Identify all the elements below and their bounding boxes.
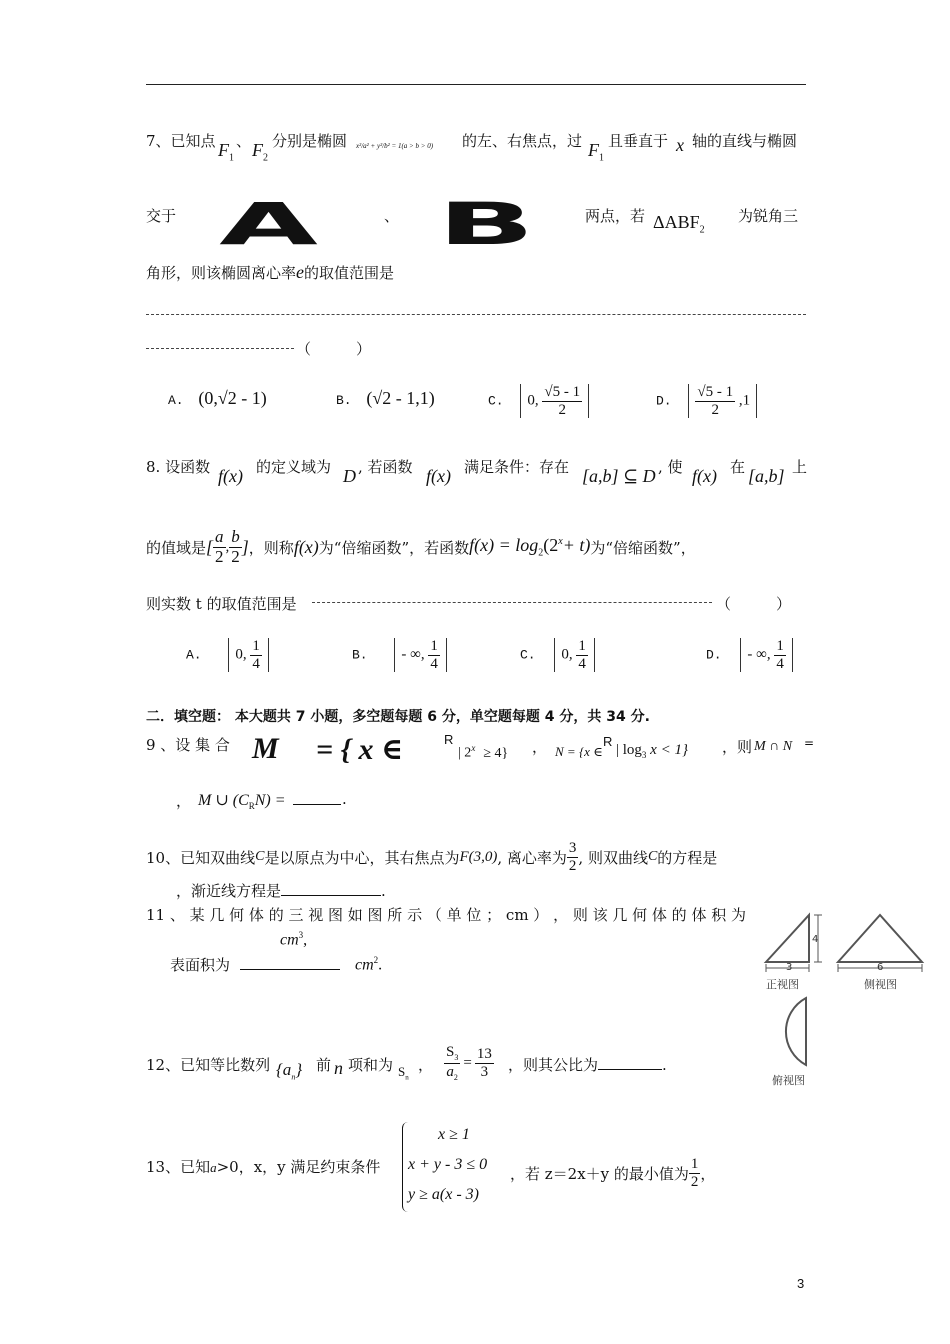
q8-text-b: 的定义域为 (256, 458, 332, 476)
three-view-figure (760, 905, 930, 1090)
q8-text-g: 上 (792, 458, 808, 476)
q7-ellipse-equation: x²/a² + y²/b² = 1(a > b > 0) (356, 142, 434, 150)
q7-x-var: x (676, 135, 684, 155)
q9-blank[interactable] (293, 804, 341, 805)
q13-constraint-2: x + y - 3 ≤ 0 (408, 1156, 488, 1173)
q8-fx-1: f(x) (218, 466, 243, 486)
q9-cond1: | $2^x \ge 4$} (458, 743, 509, 761)
q7-f1: $F_1$ (218, 140, 234, 164)
side-view-shape (838, 915, 922, 962)
q11-cm3: $cm^3$, (280, 930, 308, 949)
q8-text-d: 满足条件：存在 (464, 458, 570, 476)
q8-answer-paren: （ ） (716, 595, 792, 613)
q9-R-1: R (444, 732, 454, 747)
q7-e-var: e (296, 262, 305, 282)
top-view-shape (786, 998, 806, 1065)
front-view-dim-w: 3 (786, 962, 793, 973)
q12-n: n (334, 1058, 343, 1078)
q12-an: $\{a_n\}$ (276, 1060, 303, 1082)
q8-option-c: C. 0, $\frac{1}{4}$ (520, 638, 595, 672)
q7-line2-c: 为锐角三 (738, 207, 799, 225)
q7-line1 (146, 130, 216, 151)
q8-ab: [a,b] (748, 466, 785, 486)
q9-union: M ∪ $(C_RN)$ = (198, 792, 286, 812)
q7-line3: 角形，则该椭圆离心率e的取值范围是 (146, 262, 395, 282)
q9-then: ，则 (722, 738, 753, 756)
q13-text-c: ，若 z＝2x＋y 的最小值为 $\frac{1}{2}$ ， (510, 1156, 716, 1190)
side-view-label: 侧视图 (864, 978, 897, 991)
q12-comma: ， (418, 1056, 434, 1074)
q7-text-b: 分别是椭圆 (272, 132, 348, 150)
q7-answer-paren: （ ） (296, 340, 372, 358)
q12-blank[interactable] (598, 1055, 662, 1070)
page-number: 3 (797, 1276, 805, 1291)
q12-Sn: $S_n$ (398, 1064, 409, 1082)
q7-triangle: $\Delta ABF_2$ (653, 212, 705, 236)
q7-answer-line (146, 302, 806, 315)
q13-a: a (210, 1160, 217, 1175)
q9-M: M (252, 732, 279, 765)
q13-constraint-1: x ≥ 1 (438, 1126, 470, 1143)
q11-cm2: $cm^2$. (355, 955, 383, 974)
front-view-shape (766, 915, 809, 962)
q8-fx-2: f(x) (426, 466, 451, 486)
side-view-dim-w: 6 (877, 962, 884, 973)
q7-point-b: B (437, 190, 535, 258)
q8-fx-3: f(x) (692, 466, 717, 486)
q8-text-c: , 若函数 (358, 458, 413, 476)
q12-text-d: ，则其公比为 . (508, 1056, 667, 1074)
q13-line1: 13、已知a>0，x，y 满足约束条件 (146, 1158, 381, 1176)
q13-constraint-3: y ≥ a(x - 3) (408, 1186, 479, 1203)
front-view-label: 正视图 (766, 978, 799, 991)
q9-MN: M ∩ N (754, 739, 793, 754)
q10-line2: ，渐近线方程是 . (176, 882, 386, 900)
q9-R-2: R (603, 734, 613, 749)
q7-text-c: 的左、右焦点，过 (462, 132, 583, 150)
q9-cond2: | $\log_3 x < 1$} (616, 742, 688, 760)
q10-line1: 10、已知双曲线 C 是以原点为中心，其右焦点为 F(3,0) , 离心率为 $\frac{3}{2}$ , 则双曲线 C 的方程是 (146, 840, 718, 874)
q10-blank[interactable] (281, 881, 381, 896)
q7-text-d: 且垂直于 (608, 132, 669, 150)
q12-line1: 12、已知等比数列 (146, 1056, 271, 1074)
q11-line1: 11 、 某 几 何 体 的 三 视 图 如 图 所 示 （ 单 位 ； cm ） ， 则 该 几 何 体 的 体 积 为 (146, 906, 746, 924)
q8-line1: 8. 设函数 (146, 458, 211, 476)
q12-ratio: $\frac{S_3}{a_2}$ = $\frac{13}{3}$ (446, 1044, 492, 1082)
q8-text-f: 在 (730, 458, 746, 476)
q8-interval: [a,b] ⊆ D (582, 466, 656, 486)
q7-answer-line-2 (146, 340, 294, 349)
q7-f1-again: $F_1$ (588, 140, 604, 164)
q8-option-d: D. - ∞, $\frac{1}{4}$ (706, 638, 793, 672)
q11-line3: 表面积为 (170, 954, 340, 975)
q7-f2: $F_2$ (252, 140, 268, 164)
q7-text-e: 轴的直线与椭圆 (692, 132, 798, 150)
top-view-label: 俯视图 (772, 1074, 805, 1087)
q8-text-e: , 使 (658, 458, 683, 476)
q7-option-a: A. (0,√2 - 1) (168, 388, 267, 408)
front-view-dim-h: 4 (812, 934, 819, 945)
q7-option-d: D. $\frac{√5 - 1}{2}$ ,1 (656, 384, 757, 418)
q9-N-def: N = {x ∈ (555, 744, 603, 759)
q12-text-b: 前 (316, 1056, 332, 1074)
q9-line2-comma: ， (176, 792, 192, 810)
q7-point-sep: 、 (384, 207, 400, 225)
section-2-heading: 二．填空题： 本大题共 7 小题，多空题每题 6 分，单空题每题 4 分，共 34 分. (146, 709, 650, 725)
q11-blank[interactable] (240, 955, 340, 970)
q9-label: 9 、设 集 合 (146, 736, 230, 754)
q8-answer-line (312, 594, 712, 603)
q7-line2-a: 交于 (146, 207, 177, 225)
q12-text-c: 项和为 (348, 1056, 394, 1074)
q9-comma: ， (532, 738, 548, 756)
q8-D: D (343, 466, 356, 486)
header-rule (146, 84, 806, 85)
q7-line2-b: 两点，若 (585, 207, 646, 225)
q8-line2: 的值域是 [ $\frac{a}{2}$ , $\frac{b}{2}$ ] ，则称 f(x) 为“倍缩函数”，若函数 $f(x) = \log_2(2^x+ t)$ 为“倍缩函数”， (146, 527, 696, 566)
q8-line3: 则实数 t 的取值范围是 (146, 595, 297, 613)
q9-eq: = { x ∈ (316, 733, 404, 766)
q7-sep: 、 (236, 132, 252, 150)
q8-option-a: A. 0, $\frac{1}{4}$ (186, 638, 269, 672)
q8-option-b: B. - ∞, $\frac{1}{4}$ (352, 638, 447, 672)
q7-point-a: A (219, 190, 318, 258)
q7-option-b: B. (√2 - 1,1) (336, 388, 435, 408)
q9-eq2: = (804, 736, 815, 750)
q7-text: 7、已知点 (146, 132, 216, 150)
q9-dot: . (342, 790, 347, 808)
q7-option-c: C. 0, $\frac{√5 - 1}{2}$ (488, 384, 589, 418)
